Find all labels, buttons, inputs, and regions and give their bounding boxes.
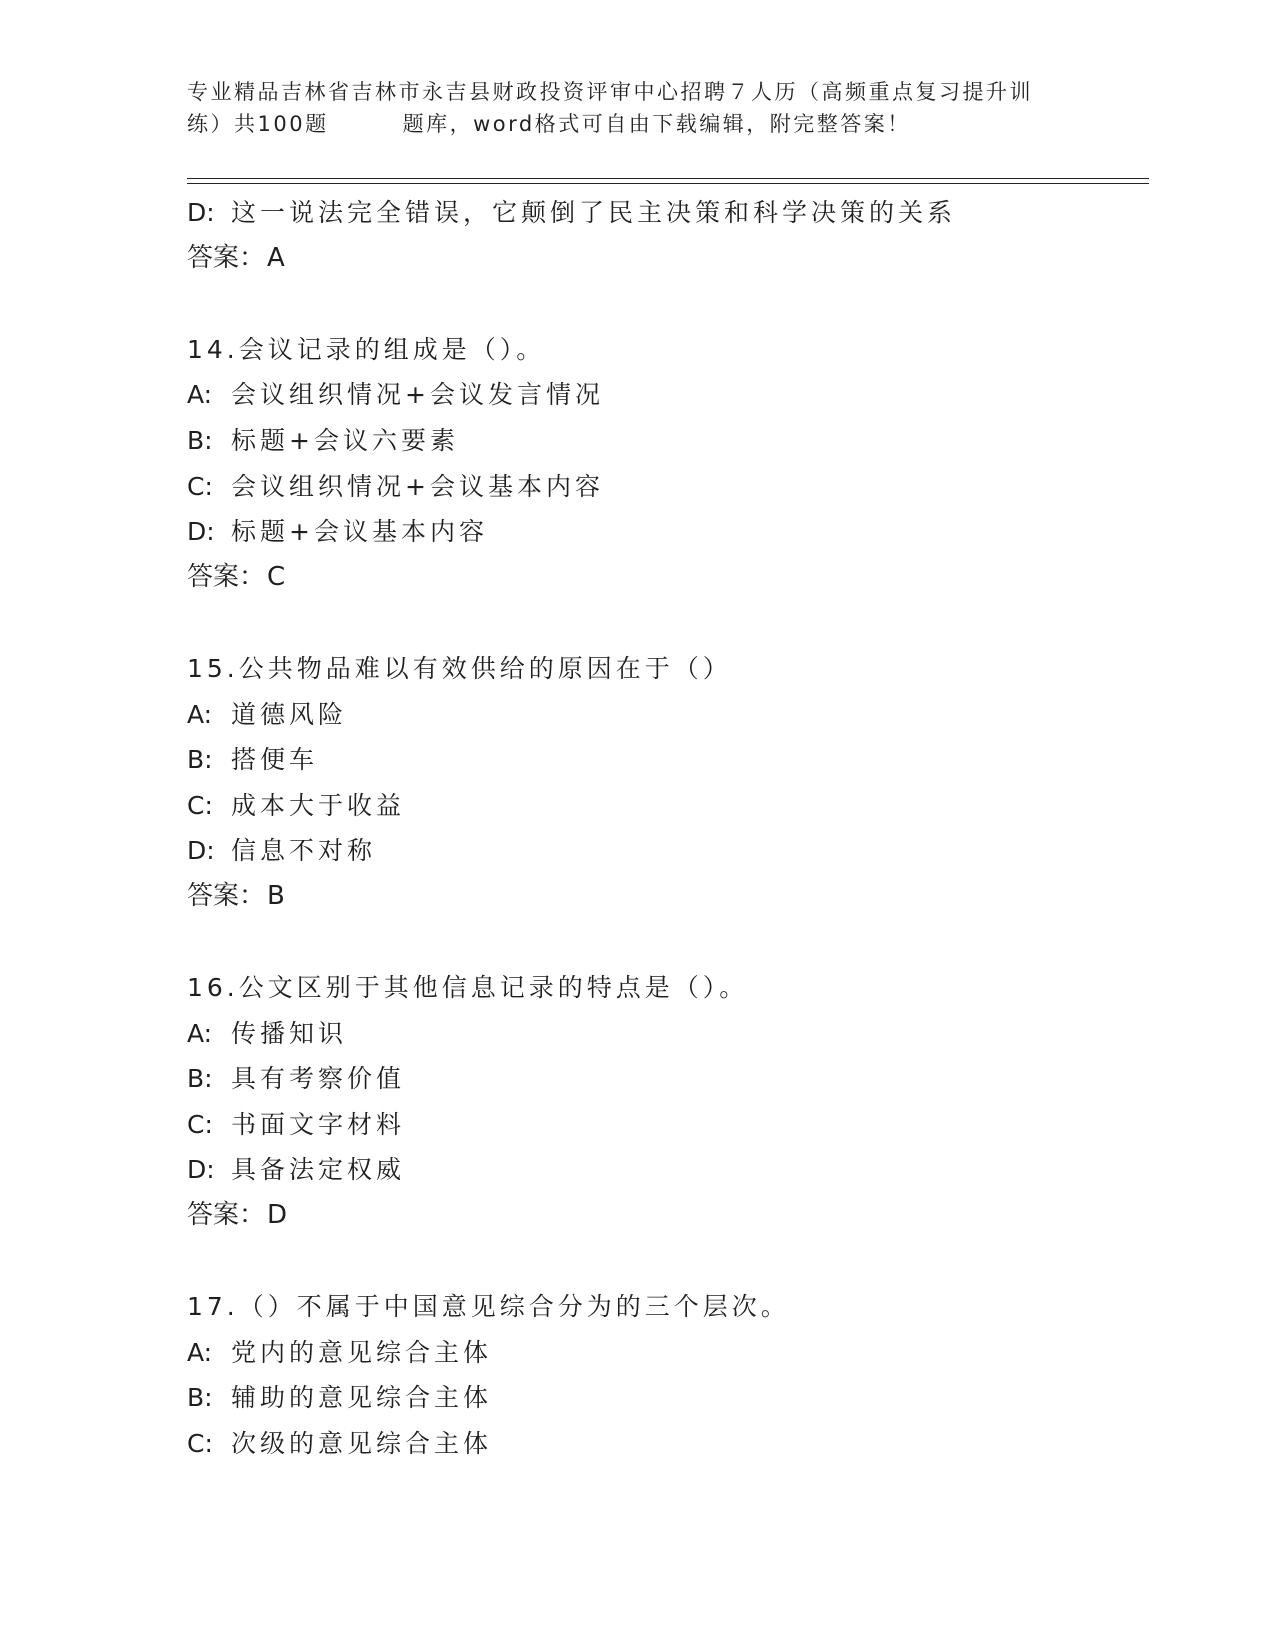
option-row: [187, 464, 1147, 510]
option-row: [187, 828, 1147, 874]
option-row: [187, 1102, 1147, 1148]
option-key: C:: [187, 790, 213, 820]
question-stem: 17.（）不属于中国意见综合分为的三个层次。: [187, 1292, 790, 1322]
option-key: A:: [187, 380, 213, 410]
option-text: 党内的意见综合主体: [231, 1337, 493, 1367]
option-text: 道德风险: [231, 699, 348, 729]
question-stem: 15.公共物品难以有效供给的原因在于（）: [187, 653, 732, 683]
option-row: [187, 1147, 1147, 1193]
header-divider-bottom: [187, 183, 1149, 184]
header-divider-top: [187, 178, 1149, 179]
question-stem: 16.公文区别于其他信息记录的特点是（）。: [187, 973, 749, 1003]
question-stem: 14.会议记录的组成是（）。: [187, 334, 546, 364]
option-text: 会议组织情况+会议发言情况: [231, 380, 604, 410]
option-text: 次级的意见综合主体: [231, 1429, 493, 1459]
option-text: 搭便车: [231, 745, 319, 775]
option-key: D:: [187, 517, 215, 547]
option-key: A:: [187, 1018, 213, 1048]
option-row: [187, 372, 1147, 418]
header-line-1: 专业精品吉林省吉林市永吉县财政投资评审中心招聘７人历（高频重点复习提升训: [187, 80, 1033, 104]
option-row: [187, 783, 1147, 829]
option-text: 传播知识: [231, 1018, 348, 1048]
option-text: 成本大于收益: [231, 790, 406, 820]
header-line-2: [187, 108, 1087, 140]
answer-value: C: [267, 561, 286, 592]
option-key: A:: [187, 699, 213, 729]
option-key: C:: [187, 471, 213, 501]
option-text: 具备法定权威: [231, 1155, 406, 1185]
option-key: B:: [187, 425, 213, 455]
option-key: D:: [187, 198, 215, 227]
question-list: [187, 190, 1147, 1467]
answer-label: 答案：: [187, 880, 266, 911]
option-text: 标题+会议六要素: [231, 425, 459, 455]
option-key: B:: [187, 1064, 213, 1094]
option-text: 这一说法完全错误，它颠倒了民主决策和科学决策的关系: [231, 198, 957, 227]
answer-row: [187, 555, 1147, 601]
option-row: [187, 737, 1147, 783]
answer-label: 答案：: [187, 1200, 266, 1231]
option-key: D:: [187, 836, 215, 866]
answer-row: [187, 874, 1147, 920]
option-text: 具有考察价值: [231, 1064, 406, 1094]
option-text: 标题+会议基本内容: [231, 517, 488, 547]
answer-value: A: [267, 242, 285, 273]
option-key: C:: [187, 1109, 213, 1139]
option-text: 书面文字材料: [231, 1109, 406, 1139]
option-text: 信息不对称: [231, 836, 377, 866]
document-header: [187, 76, 1087, 140]
option-row: [187, 190, 1147, 236]
option-key: B:: [187, 1383, 213, 1413]
option-row: [187, 1011, 1147, 1057]
answer-label: 答案：: [187, 242, 266, 273]
answer-value: B: [267, 880, 285, 911]
answer-row: [187, 236, 1147, 282]
option-key: A:: [187, 1337, 213, 1367]
option-row: [187, 1375, 1147, 1421]
header-download-note: 题库，word格式可自由下载编辑，附完整答案！: [402, 112, 911, 136]
answer-value: D: [267, 1200, 288, 1231]
option-key: B:: [187, 745, 213, 775]
option-text: 会议组织情况+会议基本内容: [231, 471, 604, 501]
option-row: [187, 692, 1147, 738]
answer-label: 答案：: [187, 561, 266, 592]
option-key: C:: [187, 1429, 213, 1459]
option-row: [187, 1330, 1147, 1376]
answer-row: [187, 1193, 1147, 1239]
option-row: [187, 509, 1147, 555]
option-row: [187, 1056, 1147, 1102]
option-text: 辅助的意见综合主体: [231, 1383, 493, 1413]
option-key: D:: [187, 1155, 215, 1185]
option-row: [187, 1421, 1147, 1467]
option-row: [187, 418, 1147, 464]
header-question-count: 练）共100题: [187, 112, 329, 136]
